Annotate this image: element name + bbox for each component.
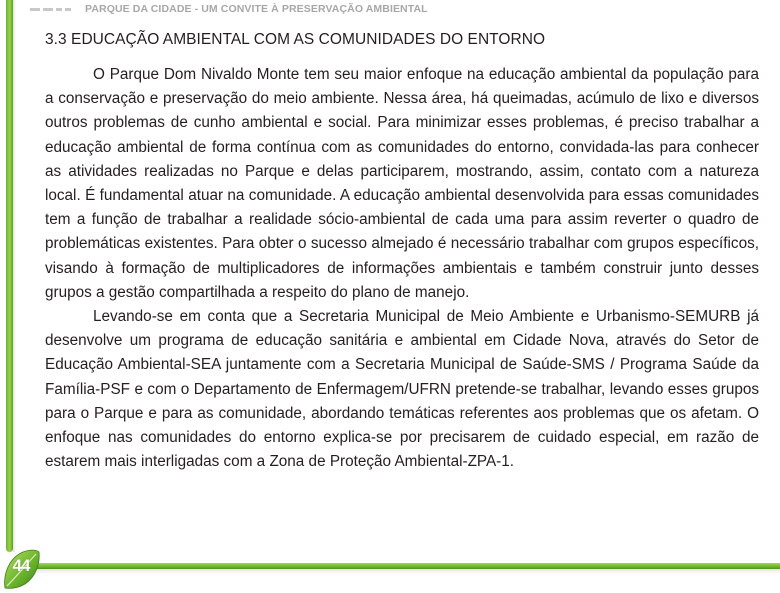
- page-number: 44: [12, 556, 30, 575]
- header-title: PARQUE DA CIDADE - UM CONVITE À PRESERVAÇÃO AMBIENTAL: [85, 3, 428, 15]
- left-border-bar: [6, 0, 13, 552]
- bottom-border-shadow: [30, 569, 780, 574]
- paragraph-2: Levando-se em conta que a Secretaria Municipal de Meio Ambiente e Urbanismo-SEMURB já desenvolve um programa de educação sanitária e ambiental em Cidade Nova, através do Setor de Educação Ambiental-SEA juntamente com a Secretaria Municipal de Saúde-SMS / Programa Saúde da Família-PSF e com o Departamento de Enfermagem/UFRN pretende-se trabalhar, levando esses grupos para o Parque e para as comunidade, abordando temáticas referentes aos problemas que os afetam. O enfoque nas comunidades do entorno explica-se por precisarem de cuidado especial, em razão de estarem mais interligadas com a Zona de Proteção Ambiental-ZPA-1.: [45, 308, 759, 471]
- left-border-shadow: [13, 0, 16, 552]
- page-number-leaf: [1, 548, 41, 590]
- section-heading: 3.3 EDUCAÇÃO AMBIENTAL COM AS COMUNIDADES DO ENTORNO: [45, 31, 546, 48]
- body-text: [45, 63, 759, 474]
- paragraph-1: O Parque Dom Nivaldo Monte tem seu maior enfoque na educação ambiental da população para a conservação e preservação do meio ambiente. Nessa área, há queimadas, acúmulo de lixo e diversos outros problemas de cunho ambiental e social. Para minimizar esses problemas, é preciso trabalhar a educação ambiental de forma contínua com as comunidades do entorno, convidada-las para conhecer as atividades realizadas no Parque e delas participarem, mostrando, assim, contato com a natureza local. É fundamental atuar na comunidade. A educação ambiental desenvolvida para essas comunidades tem a função de trabalhar a realidade sócio-ambiental de cada uma para assim reverter o quadro de problemáticas existentes. Para obter o sucesso almejado é necessário trabalhar com grupos específicos, visando à formação de multiplicadores de informações ambientais e também construir junto desses grupos a gestão compartilhada a respeito do plano de manejo.: [45, 66, 759, 301]
- header-dashes-decoration: [30, 8, 71, 11]
- running-header: [30, 2, 428, 16]
